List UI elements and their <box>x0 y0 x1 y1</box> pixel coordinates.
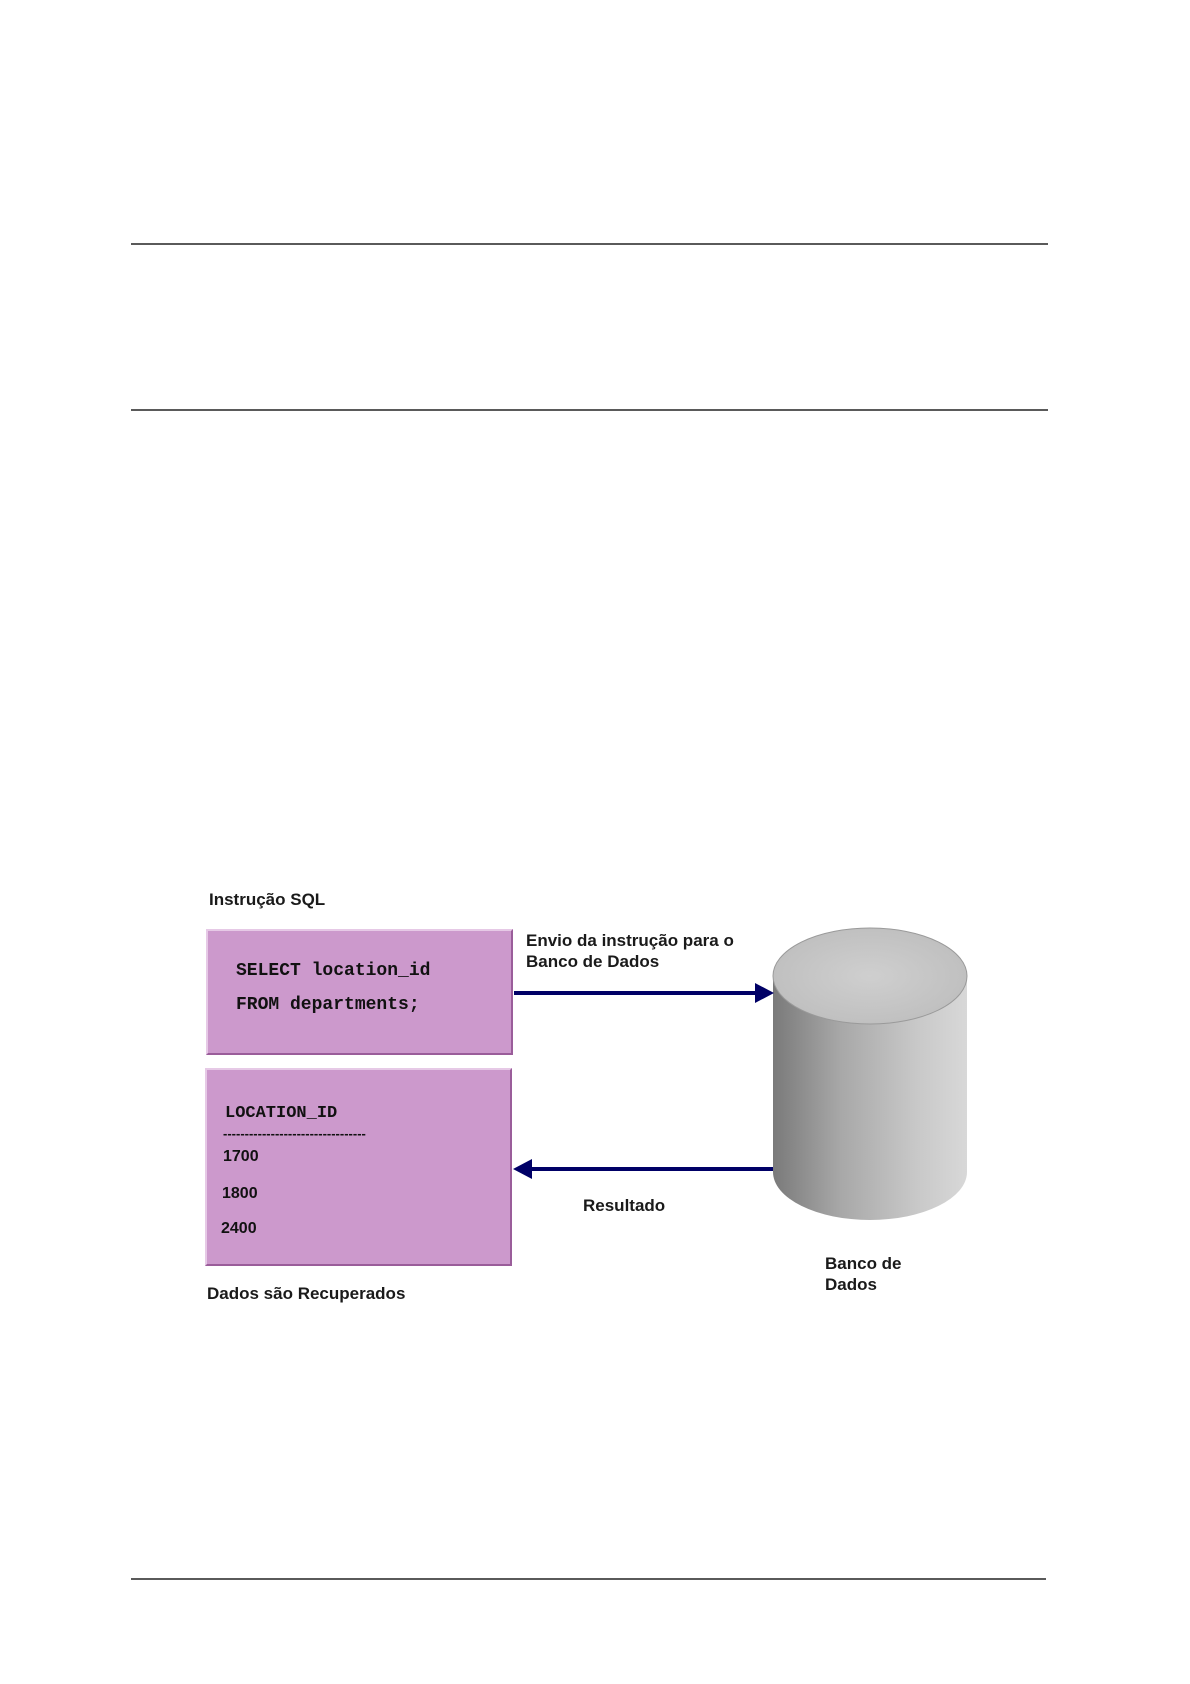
result-separator: --------------------------------- <box>223 1126 366 1141</box>
result-caption: Resultado <box>583 1196 666 1215</box>
send-caption-line-2: Banco de Dados <box>526 952 660 971</box>
database-caption-line-2: Dados <box>825 1275 877 1294</box>
query-line-from: FROM departments; <box>236 995 420 1015</box>
send-statement-caption <box>526 930 734 972</box>
result-arrow <box>513 1159 773 1179</box>
send-caption-line-1: Envio da instrução para o <box>526 931 734 950</box>
database-caption <box>825 1253 902 1295</box>
result-value: 2400 <box>221 1220 257 1237</box>
database-caption-line-1: Banco de <box>825 1254 902 1273</box>
cylinder-top <box>773 928 967 1024</box>
result-value: 1700 <box>223 1148 259 1165</box>
footer-rule <box>131 1578 1046 1580</box>
database-cylinder <box>773 928 967 1220</box>
result-column-header: LOCATION_ID <box>225 1104 338 1123</box>
query-line-select: SELECT location_id <box>236 961 431 981</box>
send-arrow <box>514 983 774 1003</box>
sql-statement-caption: Instrução SQL <box>209 890 326 909</box>
data-retrieved-caption: Dados são Recuperados <box>207 1284 406 1303</box>
sql-query-box <box>206 929 513 1055</box>
result-box <box>205 1068 512 1266</box>
result-value: 1800 <box>222 1185 258 1202</box>
